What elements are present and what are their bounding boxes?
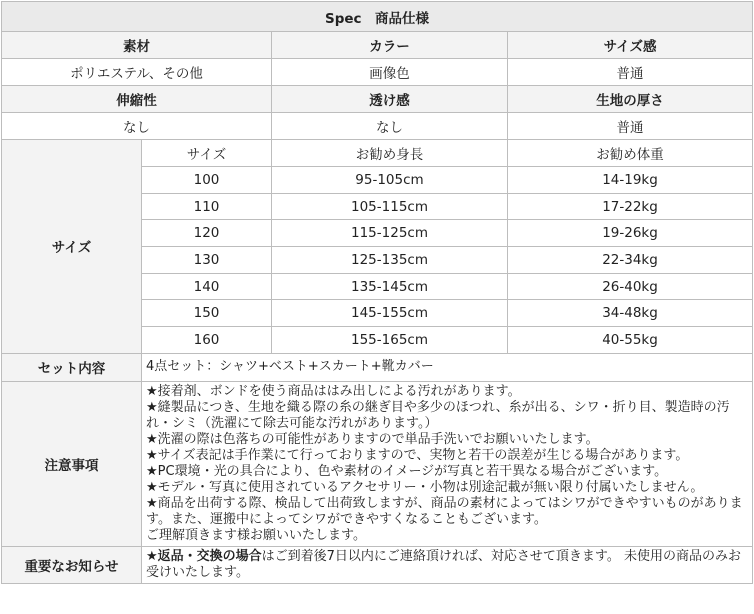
- set-value: 4点セット：シャツ+ベスト+スカート+靴カバー: [142, 353, 753, 381]
- value-color: 画像色: [272, 59, 508, 86]
- height-cell: 95-105cm: [272, 167, 508, 194]
- notes-content: [142, 381, 753, 546]
- height-cell: 115-125cm: [272, 220, 508, 247]
- size-cell: 140: [142, 273, 272, 300]
- note-line: ★接着剤、ボンドを使う商品ははみ出しによる汚れがあります。: [146, 383, 521, 399]
- header-fit: サイズ感: [508, 32, 753, 59]
- note-line: ★洗濯の際は色落ちの可能性がありますので単品手洗いでお願いいたします。: [146, 431, 599, 447]
- important-text: はご到着後7日以内にご連絡頂ければ、対応させて頂きます。 未使用の商品のみお受けいたします。: [146, 548, 742, 580]
- header-sheer: 透け感: [272, 86, 508, 113]
- weight-cell: 26-40kg: [508, 273, 753, 300]
- note-line: ★PC環境・光の具合により、色や素材のイメージが写真と若干異なる場合がございます。: [146, 463, 668, 479]
- weight-cell: 34-48kg: [508, 300, 753, 327]
- height-cell: 125-135cm: [272, 247, 508, 274]
- important-bold-text: ★返品・交換の場合: [146, 548, 262, 564]
- weight-cell: 14-19kg: [508, 167, 753, 194]
- notes-label: 注意事項: [2, 381, 142, 546]
- size-cell: 100: [142, 167, 272, 194]
- header-stretch: 伸縮性: [2, 86, 272, 113]
- weight-cell: 19-26kg: [508, 220, 753, 247]
- important-content: [142, 546, 753, 583]
- size-cell: 130: [142, 247, 272, 274]
- note-line: ★縫製品につき、生地を織る際の糸の継ぎ目や多少のほつれ、糸が出る、シワ・折り目、製造時の汚れ・シミ（洗濯にて除去可能な汚れがあります。）: [146, 399, 730, 431]
- weight-col-header: お勧め体重: [508, 140, 753, 167]
- size-cell: 110: [142, 193, 272, 220]
- set-label: セット内容: [2, 353, 142, 381]
- note-line: ★商品を出荷する際、検品して出荷致しますが、商品の素材によってはシワができやすいものがあります。また、運搬中によってシワができやすくなることもございます。: [146, 495, 743, 527]
- value-fit: 普通: [508, 59, 753, 86]
- weight-cell: 17-22kg: [508, 193, 753, 220]
- height-cell: 145-155cm: [272, 300, 508, 327]
- size-cell: 160: [142, 327, 272, 354]
- height-cell: 105-115cm: [272, 193, 508, 220]
- important-label: 重要なお知らせ: [2, 546, 142, 583]
- height-cell: 155-165cm: [272, 327, 508, 354]
- spec-title: Spec 商品仕様: [2, 2, 753, 32]
- weight-cell: 22-34kg: [508, 247, 753, 274]
- height-cell: 135-145cm: [272, 273, 508, 300]
- note-line: ★サイズ表記は手作業にて行っておりますので、実物と若干の誤差が生じる場合があります。: [146, 447, 689, 463]
- size-cell: 150: [142, 300, 272, 327]
- spec-table: [1, 1, 753, 584]
- note-line: ご理解頂きます様お願いいたします。: [146, 527, 366, 543]
- value-material: ポリエステル、その他: [2, 59, 272, 86]
- height-col-header: お勧め身長: [272, 140, 508, 167]
- header-material: 素材: [2, 32, 272, 59]
- size-cell: 120: [142, 220, 272, 247]
- header-color: カラー: [272, 32, 508, 59]
- weight-cell: 40-55kg: [508, 327, 753, 354]
- value-stretch: なし: [2, 113, 272, 140]
- header-thickness: 生地の厚さ: [508, 86, 753, 113]
- size-label: サイズ: [2, 140, 142, 354]
- value-thickness: 普通: [508, 113, 753, 140]
- size-col-header: サイズ: [142, 140, 272, 167]
- value-sheer: なし: [272, 113, 508, 140]
- note-line: ★モデル・写真に使用されているアクセサリー・小物は別途記載が無い限り付属いたしません。: [146, 479, 704, 495]
